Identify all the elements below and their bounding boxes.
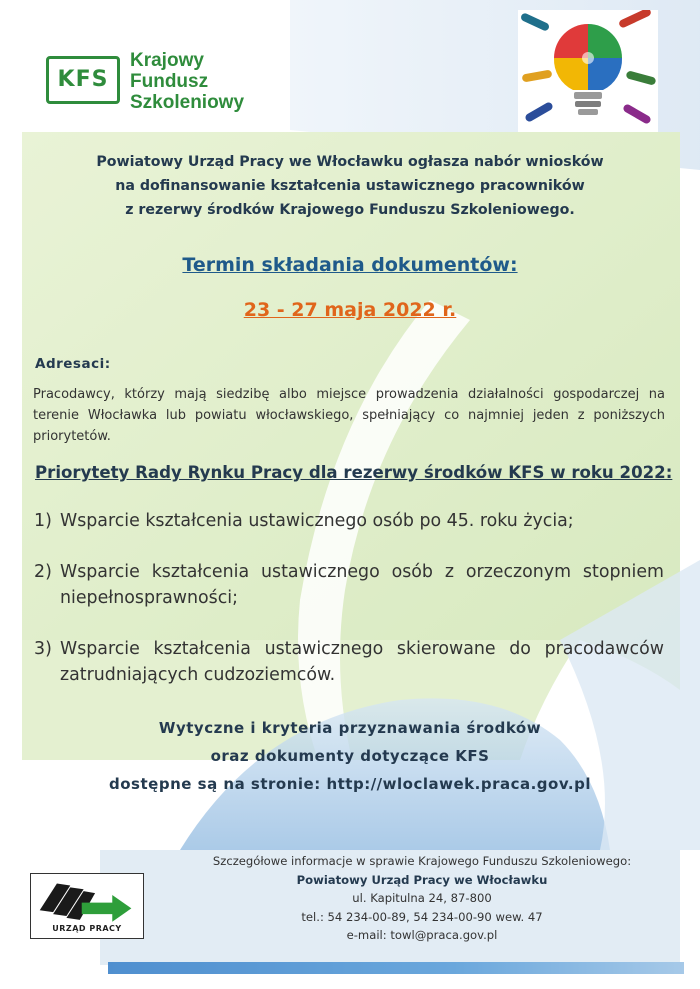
guidelines-line-2: oraz dokumenty dotyczące KFS xyxy=(210,747,490,765)
intro-line-2: na dofinansowanie kształcenia ustawicznego pracowników xyxy=(115,178,585,194)
intro-announcement xyxy=(0,150,700,222)
urzad-pracy-logo xyxy=(30,873,144,939)
guidelines-line-1: Wytyczne i kryteria przyznawania środków xyxy=(158,719,542,737)
priority-item-1 xyxy=(34,508,664,534)
puzzle-lightbulb-icon xyxy=(518,10,658,132)
contact-intro: Szczegółowe informacje w sprawie Krajowego Funduszu Szkoleniowego: xyxy=(212,854,632,868)
contact-office: Powiatowy Urząd Pracy we Włocławku xyxy=(296,872,548,887)
fund-name-line-1: Krajowy xyxy=(130,50,204,71)
priority-number: 2) xyxy=(34,562,52,582)
priority-item-3 xyxy=(34,636,664,688)
priorities-heading: Priorytety Rady Rynku Pracy dla rezerwy środków KFS w roku 2022: xyxy=(35,463,673,482)
guidelines-line-3: dostępne są na stronie: http://wloclawek.praca.gov.pl xyxy=(109,775,591,793)
fund-name-line-3: Szkoleniowy xyxy=(130,92,245,113)
intro-line-3: z rezerwy środków Krajowego Funduszu Szkoleniowego. xyxy=(125,202,575,218)
recipients-text: Pracodawcy, którzy mają siedzibę albo miejsce prowadzenia działalności gospodarczej na terenie Włocławka lub powiatu włocławskiego, spełniający co najmniej jeden z poniższych priorytetów. xyxy=(33,387,665,444)
priority-text: Wsparcie kształcenia ustawicznego osób z orzeczonym stopniem niepełnosprawności; xyxy=(60,562,664,608)
fund-name-line-2: Fundusz xyxy=(130,71,209,92)
recipients-label: Adresaci: xyxy=(35,356,111,372)
contact-address: ul. Kapitulna 24, 87-800 xyxy=(352,891,492,905)
contact-info xyxy=(206,852,638,945)
bottom-bar xyxy=(108,962,684,974)
priority-number: 3) xyxy=(34,639,52,659)
deadline-label: Termin składania dokumentów: xyxy=(182,254,518,276)
priority-text: Wsparcie kształcenia ustawicznego skierowane do pracodawców zatrudniających cudzoziemców. xyxy=(60,639,664,685)
priority-text: Wsparcie kształcenia ustawicznego osób po 45. roku życia; xyxy=(60,511,574,531)
priority-item-2 xyxy=(34,559,664,611)
intro-line-1: Powiatowy Urząd Pracy we Włocławku ogłasza nabór wniosków xyxy=(96,154,604,170)
contact-email: e-mail: towl@praca.gov.pl xyxy=(346,928,498,942)
deadline-date: 23 - 27 maja 2022 r. xyxy=(243,299,457,321)
contact-phone: tel.: 54 234-00-89, 54 234-00-90 wew. 47 xyxy=(301,909,543,924)
fund-name xyxy=(130,50,244,113)
urzad-pracy-logo-text: URZĄD PRACY xyxy=(52,924,122,933)
kfs-logo-mark: KFS xyxy=(57,67,109,92)
kfs-logo xyxy=(46,56,120,104)
priority-number: 1) xyxy=(34,511,52,531)
guidelines-block xyxy=(0,714,700,798)
